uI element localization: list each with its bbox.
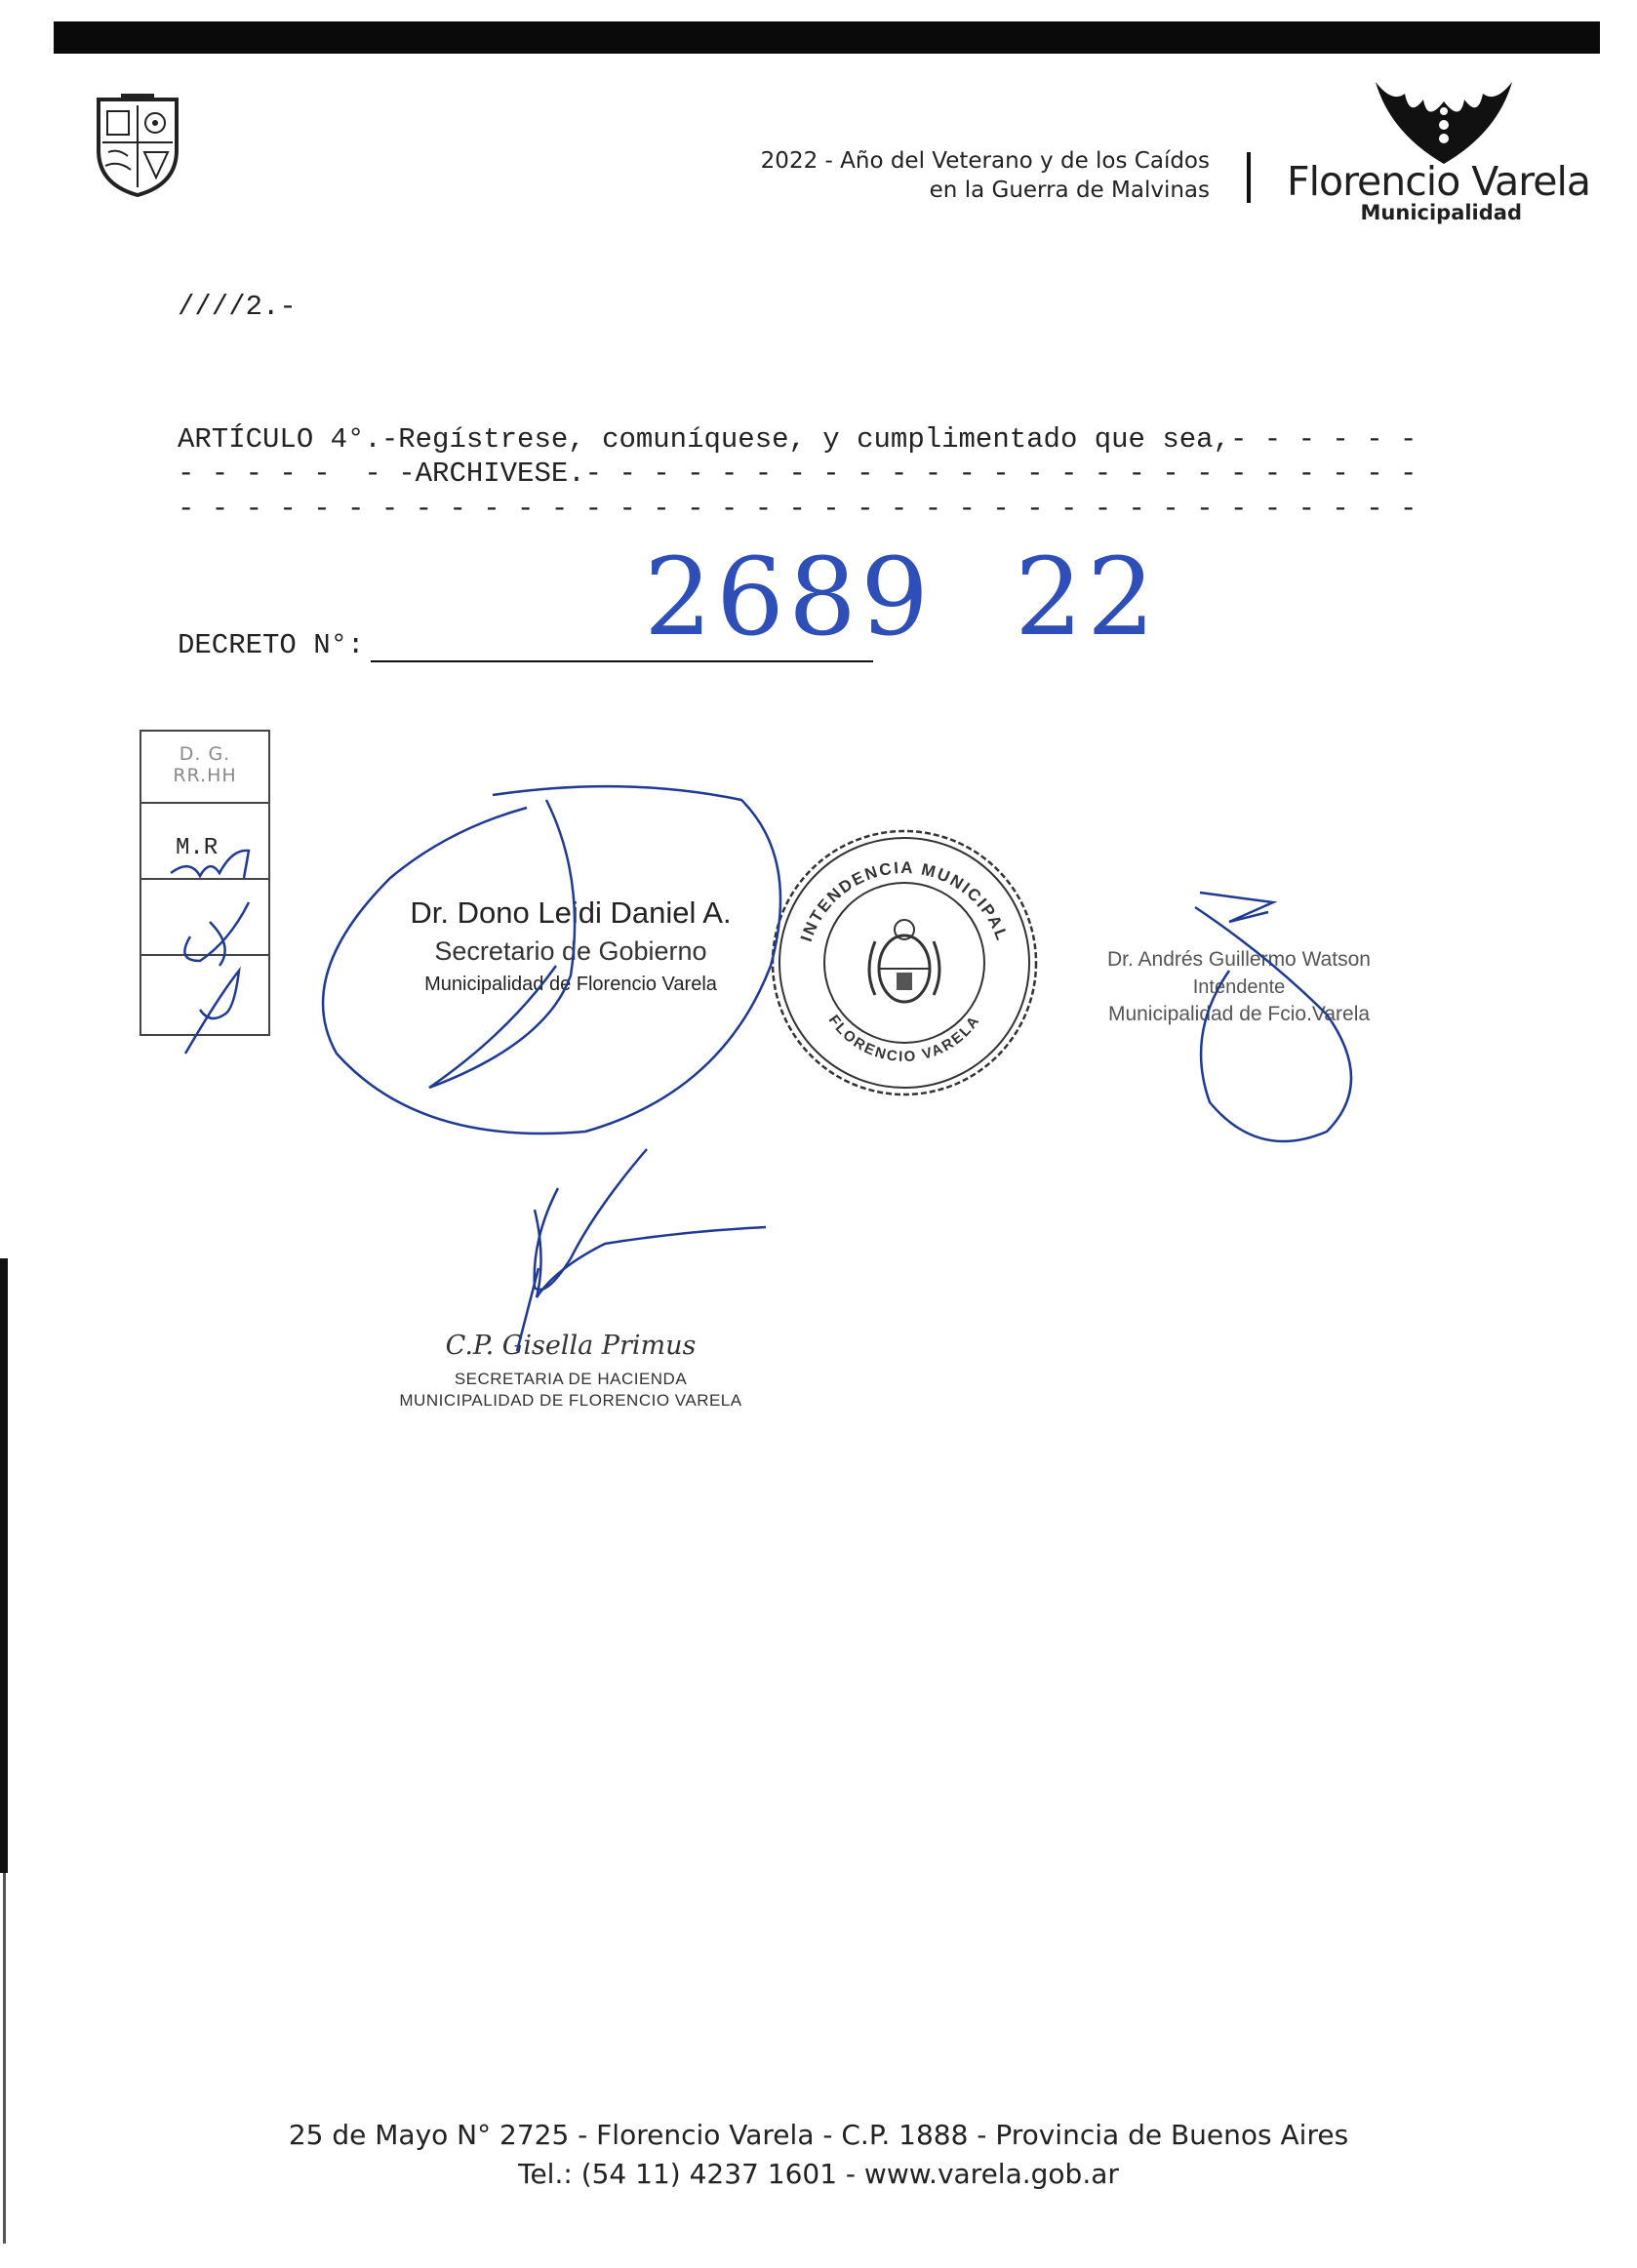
decree-year-stamp: 22 bbox=[1015, 535, 1159, 659]
gobierno-signatory-name: Dr. Dono Leidi Daniel A. bbox=[410, 895, 732, 930]
national-coat-of-arms-icon bbox=[869, 920, 939, 1002]
initials-box-dept-cell bbox=[141, 732, 268, 804]
florencio-varela-logo-icon bbox=[1371, 74, 1517, 168]
header-divider bbox=[1247, 152, 1251, 203]
intendente-signatory-name: Dr. Andrés Guillermo Watson bbox=[1107, 948, 1371, 971]
article-text-line-2: - - - - - - -ARCHIVESE.- - - - - - - - - - - - - - - - - - - - - - - - - bbox=[178, 458, 1417, 490]
gobierno-signatory-role: Secretario de Gobierno bbox=[434, 936, 707, 966]
stamp-top-text: INTENDENCIA MUNICIPAL bbox=[796, 857, 1013, 944]
hacienda-signatory-name: C.P. Gisella Primus bbox=[445, 1331, 697, 1361]
decree-number-stamp: 2689 bbox=[644, 535, 933, 659]
motto-line-1: 2022 - Año del Veterano y de los Caídos bbox=[760, 148, 1210, 174]
svg-text:INTENDENCIA MUNICIPAL bbox=[797, 858, 1012, 944]
decree-label: DECRETO N°: bbox=[178, 629, 365, 661]
brand-subtitle: Municipalidad bbox=[1360, 201, 1522, 224]
footer-address: 25 de Mayo N° 2725 - Florencio Varela - C.P. 1888 - Provincia de Buenos Aires bbox=[288, 2119, 1349, 2151]
article-text-line-1: ARTÍCULO 4°.-Regístrese, comuníquese, y cumplimentado que sea,- - - - - - bbox=[178, 423, 1417, 456]
dept-line-2: RR.HH bbox=[173, 765, 237, 786]
dept-label bbox=[141, 732, 268, 786]
header-motto bbox=[585, 146, 1210, 205]
page-reference: ////2.- bbox=[178, 291, 297, 323]
brand-name: Florencio Varela bbox=[1287, 158, 1590, 205]
intendente-signatory-org: Municipalidad de Fcio.Varela bbox=[1107, 1003, 1371, 1025]
initials-box-cell-3 bbox=[141, 880, 268, 956]
hacienda-handwritten-signature bbox=[517, 1149, 766, 1351]
hacienda-signatory-role: SECRETARIA DE HACIENDA bbox=[454, 1370, 688, 1388]
official-seal-stamp bbox=[766, 824, 1044, 1102]
stamp-bottom-text: FLORENCIO VARELA bbox=[824, 1012, 984, 1066]
scan-left-edge-lower bbox=[3, 1873, 6, 2244]
scan-top-border bbox=[54, 21, 1600, 54]
decree-underline bbox=[371, 660, 873, 662]
intendente-signatory-role: Intendente bbox=[1192, 976, 1286, 998]
footer-contact: Tel.: (54 11) 4237 1601 - www.varela.gob.ar bbox=[518, 2158, 1119, 2190]
article-text-line-3: - - - - - - - - - - - - - - - - - - - - - - - - - - - - - - - - - - - - - bbox=[178, 493, 1417, 525]
gobierno-signatory-org: Municipalidad de Florencio Varela bbox=[424, 974, 717, 995]
dept-line-1: D. G. bbox=[179, 743, 231, 765]
scan-left-edge bbox=[0, 1258, 8, 1873]
motto-line-2: en la Guerra de Malvinas bbox=[929, 178, 1210, 203]
hacienda-signatory-org: MUNICIPALIDAD DE FLORENCIO VARELA bbox=[399, 1391, 742, 1410]
municipal-crest-icon bbox=[94, 92, 181, 199]
mr-label: M.R bbox=[176, 835, 219, 861]
initials-box bbox=[140, 730, 270, 1036]
